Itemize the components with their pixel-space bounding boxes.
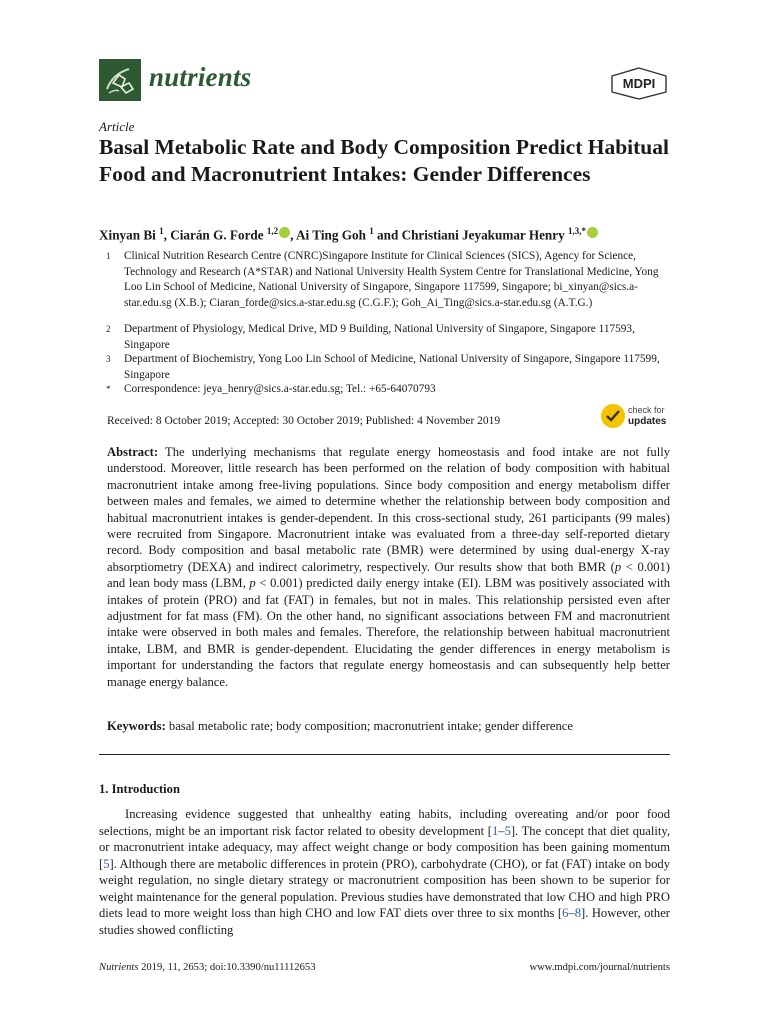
citation-dash: – bbox=[568, 906, 575, 920]
affiliation-text: Department of Physiology, Medical Drive, MD 9 Building, National University of Singapore, Singapore 117593, Singapore bbox=[124, 323, 635, 351]
keywords-text: basal metabolic rate; body composition; macronutrient intake; gender difference bbox=[165, 719, 573, 733]
body-text: ]. However, other studies showed conflicting bbox=[99, 906, 670, 937]
author-name: Ciarán G. Forde bbox=[170, 227, 264, 243]
body-text: ]. The concept that diet quality, or macronutrient intake adequacy, may affect weight change or body composition has been gaining momentum [ bbox=[99, 823, 671, 871]
footer-journal: Nutrients bbox=[99, 962, 139, 973]
section-heading: 1. Introduction bbox=[99, 782, 180, 796]
author-affiliation-marker: 1 bbox=[369, 226, 374, 236]
p-value-symbol: p bbox=[249, 576, 256, 591]
abstract bbox=[107, 444, 670, 690]
author-separator: and bbox=[373, 227, 402, 243]
keywords-label: Keywords: bbox=[107, 719, 166, 733]
journal-name: nutrients bbox=[149, 62, 252, 92]
correspondence-text: Correspondence: jeya_henry@sics.a-star.edu.sg; Tel.: +65-64070793 bbox=[124, 383, 436, 395]
citation-link[interactable]: 5 bbox=[504, 823, 511, 838]
author-separator: , bbox=[290, 227, 297, 243]
keywords bbox=[107, 719, 670, 734]
p-value-symbol: p bbox=[614, 559, 622, 574]
citation-link[interactable]: 5 bbox=[103, 856, 110, 871]
author-affiliation-marker: 1,3,* bbox=[568, 226, 587, 236]
correspondence bbox=[99, 382, 674, 398]
author-name: Xinyan Bi bbox=[99, 227, 156, 243]
affiliation-marker: 1 bbox=[106, 251, 111, 261]
mdpi-logo bbox=[608, 66, 670, 100]
affiliation-marker: 2 bbox=[106, 324, 111, 334]
orcid-icon[interactable] bbox=[587, 227, 598, 238]
check-updates-line1: check for bbox=[628, 405, 665, 415]
author-name: Ai Ting Goh bbox=[296, 227, 366, 243]
citation-link[interactable]: 1 bbox=[491, 823, 499, 838]
section-divider bbox=[99, 754, 670, 755]
author-list bbox=[99, 226, 679, 243]
paper-title: Basal Metabolic Rate and Body Composition Predict Habitual Food and Macronutrient Intakes: Gender Differences bbox=[99, 135, 669, 186]
citation-dash: – bbox=[498, 823, 505, 838]
author-name: Christiani Jeyakumar Henry bbox=[401, 227, 565, 243]
author-affiliation-marker: 1,2 bbox=[266, 226, 279, 236]
check-for-updates-badge[interactable] bbox=[600, 402, 672, 430]
citation-link[interactable]: 8 bbox=[574, 906, 581, 920]
publication-dates: Received: 8 October 2019; Accepted: 30 October 2019; Published: 4 November 2019 bbox=[107, 415, 501, 427]
affiliation-marker: 3 bbox=[106, 354, 111, 364]
footer-url[interactable]: www.mdpi.com/journal/nutrients bbox=[529, 962, 670, 973]
journal-logo-icon bbox=[99, 59, 141, 101]
author-affiliation-marker: 1 bbox=[159, 226, 164, 236]
affiliation-2 bbox=[99, 322, 674, 353]
abstract-label: Abstract: bbox=[107, 445, 159, 459]
affiliation-1 bbox=[99, 249, 674, 311]
abstract-text: < 0.001) predicted daily energy intake (EI). LBM was positively associated with intakes of protein (PRO) and fat (FAT) in females, but not in males. This relationship persisted even after adjustment for fat mass (FM). On the other hand, no significant associations between FM and macronutrient intake were observed in both males and females. Therefore, the relationship between habitual macronutrient intake, LBM, and BMR is gender-dependent. Elucidating the gender differences in energy metabolism is important for understanding the factors that regulate energy homeostasis and can subsequently help better manage energy balance. bbox=[107, 576, 670, 689]
body-text: Increasing evidence suggested that unhealthy eating habits, including overeating and/or poor food selections, might be an important risk factor related to obesity development [ bbox=[99, 807, 670, 838]
affiliation-3 bbox=[99, 352, 674, 383]
body-text: ]. Although there are metabolic differences in protein (PRO), carbohydrate (CHO), or fat (FAT) intake on body weight regulation, no single dietary strategy or macronutrient composition has been shown to be superior for weight maintenance for the general population. Previous studies have demonstrated that low CHO and high PRO diets lead to more weight loss than high CHO and low FAT diets over three to six months [ bbox=[99, 856, 670, 920]
affiliation-text: Clinical Nutrition Research Centre (CNRC)Singapore Institute for Clinical Sciences (SICS), Agency for Science, Technology and Research (A*STAR) and National University Health System Centre for Translational Medicine, Yong Loo Lin School of Medicine, National University of Singapore, Singapore 117599, Singapore; bi_xinyan@sics.a-star.edu.sg (X.B.); Ciaran_forde@sics.a-star.edu.sg (C.G.F.); Goh_Ai_Ting@sics.a-star.edu.sg (A.T.G.) bbox=[124, 250, 659, 309]
abstract-text: < 0.001) and lean body mass (LBM, bbox=[107, 559, 670, 591]
footer-citation bbox=[99, 962, 316, 973]
affiliation-marker: * bbox=[106, 384, 111, 394]
mdpi-logo-text: MDPI bbox=[622, 76, 656, 91]
orcid-icon[interactable] bbox=[279, 227, 290, 238]
affiliation-text: Department of Biochemistry, Yong Loo Lin School of Medicine, National University of Singapore, Singapore 117599, Singapore bbox=[124, 353, 660, 381]
introduction-body bbox=[99, 806, 670, 938]
abstract-text: The underlying mechanisms that regulate energy homeostasis and food intake are not fully understood. Moreover, little research has been performed on the relation of body composition with habitual macronutrient intake among free-living populations. Since body composition and energy metabolism differ between males and females, we aimed to determine whether the relationship between body composition and habitual macronutrient intakes is gender-dependent. In this cross-sectional study, 261 participants (99 males) were recruited from Singapore. Macronutrient intake was evaluated from a three-day self-reported dietary record. Body composition and basal metabolic rate (BMR) were determined by using dual-energy X-ray absorptiometry (DEXA) and indirect calorimetry, respectively. Our results show that both BMR ( bbox=[107, 445, 670, 574]
footer-doi: 2019, 11, 2653; doi:10.3390/nu11112653 bbox=[138, 962, 316, 973]
article-type: Article bbox=[99, 119, 135, 134]
citation-link[interactable]: 6 bbox=[562, 906, 569, 920]
check-updates-line2: updates bbox=[628, 416, 667, 427]
author-separator: , bbox=[163, 227, 171, 243]
